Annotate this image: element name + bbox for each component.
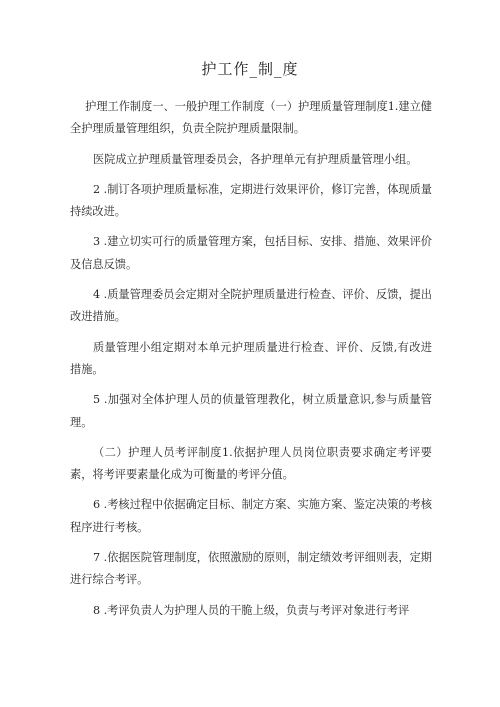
paragraph-9: 6 .考核过程中依据确定目标、制定方案、实施方案、鉴定决策的考核程序进行考核。 (70, 498, 432, 534)
paragraph-10: 7 .依据医院管理制度，依照激励的原则，制定绩效考评细则表，定期进行综合考评。 (70, 551, 432, 587)
paragraph-1: 护理工作制度一、一般护理工作制度（一）护理质量管理制度1.建立健全护理质量管理组织，负责全院护理质量限制。 (70, 100, 432, 136)
document-title: 护工作_制_度 (201, 60, 299, 78)
paragraph-11: 8 .考评负责人为护理人员的干脆上级，负责与考评对象进行考评 (92, 603, 410, 617)
paragraph-8: （二）护理人员考评制度1.依据护理人员岗位职责要求确定考评要素，将考评要素量化成为可衡量的考评分值。 (70, 445, 432, 482)
paragraph-5: 4 .质量管理委员会定期对全院护理质量进行检查、评价、反馈，提出改进措施。 (70, 288, 432, 324)
paragraph-4: 3 .建立切实可行的质量管理方案，包括目标、安排、措施、效果评价及信息反馈。 (70, 235, 432, 271)
paragraph-6: 质量管理小组定期对本单元护理质量进行检查、评价、反馈,有改进措施。 (70, 340, 432, 376)
document-body (70, 96, 432, 622)
paragraph-7: 5 .加强对全体护理人员的侦量管理教化，树立质量意识,参与质量管理。 (70, 393, 432, 429)
paragraph-3: 2 .制订各项护理质量标准，定期进行效果评价，修订完善，体现质量持续改进。 (70, 182, 432, 219)
paragraph-2: 医院成立护理质量管理委员会，各护理单元有护理质量管理小组。 (92, 152, 418, 166)
